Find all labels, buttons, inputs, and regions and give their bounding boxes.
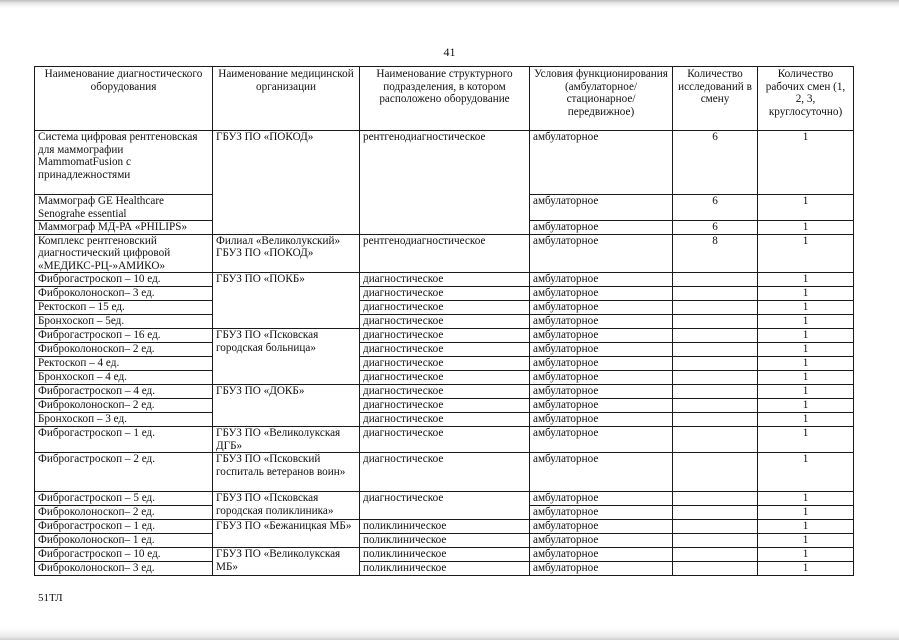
count-cell: [673, 562, 758, 576]
table-row: [35, 534, 854, 548]
shifts-cell: 1: [758, 357, 854, 371]
department-cell: поликлиническое: [360, 534, 530, 548]
department-cell: диагностическое: [360, 385, 530, 399]
conditions-cell: амбулаторное: [530, 343, 673, 357]
organization-cell: ГБУЗ ПО «ПОКБ»: [213, 273, 360, 329]
shifts-cell: 1: [758, 371, 854, 385]
table-row: [35, 234, 854, 273]
equipment-table: [34, 66, 854, 576]
table-row: [35, 492, 854, 506]
organization-cell: ГБУЗ ПО «Псковская городская поликлиника»: [213, 492, 360, 520]
footer-code: 51ТЛ: [38, 592, 63, 604]
equipment-cell: Фиброгастроскоп – 5 ед.: [35, 492, 213, 506]
department-cell: диагностическое: [360, 357, 530, 371]
count-cell: [673, 385, 758, 399]
shifts-cell: 1: [758, 301, 854, 315]
conditions-cell: амбулаторное: [530, 492, 673, 506]
department-cell: диагностическое: [360, 492, 530, 520]
conditions-cell: амбулаторное: [530, 453, 673, 492]
department-cell: диагностическое: [360, 399, 530, 413]
header-organization: Наименование медицинской организации: [213, 67, 360, 131]
equipment-cell: Фиброколоноскоп– 3 ед.: [35, 562, 213, 576]
conditions-cell: амбулаторное: [530, 534, 673, 548]
conditions-cell: амбулаторное: [530, 385, 673, 399]
shifts-cell: 1: [758, 234, 854, 273]
equipment-cell: Комплекс рентгеновский диагностический цифровой «МЕДИКС-РЦ-»АМИКО»: [35, 234, 213, 273]
equipment-cell: Маммограф GE Healthcare Senograhe essential: [35, 195, 213, 221]
shifts-cell: 1: [758, 287, 854, 301]
count-cell: [673, 492, 758, 506]
table-row: [35, 453, 854, 492]
equipment-cell: Фиброгастроскоп – 1 ед.: [35, 520, 213, 534]
organization-cell: ГБУЗ ПО «ДОКБ»: [213, 385, 360, 427]
equipment-cell: Фиброгастроскоп – 4 ед.: [35, 385, 213, 399]
conditions-cell: амбулаторное: [530, 506, 673, 520]
equipment-cell: Бронхоскоп – 5ед.: [35, 315, 213, 329]
department-cell: диагностическое: [360, 413, 530, 427]
equipment-cell: Маммограф МД-РА «PHILIPS»: [35, 221, 213, 235]
equipment-cell: Ректоскоп – 15 ед.: [35, 301, 213, 315]
department-cell: рентгенодиагностическое: [360, 234, 530, 273]
department-cell: диагностическое: [360, 453, 530, 492]
shifts-cell: 1: [758, 195, 854, 221]
conditions-cell: амбулаторное: [530, 131, 673, 195]
organization-cell: ГБУЗ ПО «Великолукская МБ»: [213, 548, 360, 576]
conditions-cell: амбулаторное: [530, 520, 673, 534]
table-row: [35, 301, 854, 315]
count-cell: [673, 453, 758, 492]
table-row: [35, 329, 854, 343]
shifts-cell: 1: [758, 329, 854, 343]
shifts-cell: 1: [758, 273, 854, 287]
count-cell: 6: [673, 221, 758, 235]
equipment-cell: Фиброколоноскоп– 2 ед.: [35, 506, 213, 520]
table-row: [35, 273, 854, 287]
department-cell: диагностическое: [360, 371, 530, 385]
count-cell: [673, 315, 758, 329]
count-cell: 6: [673, 195, 758, 221]
table-row: [35, 371, 854, 385]
equipment-cell: Фиброгастроскоп – 10 ед.: [35, 273, 213, 287]
equipment-cell: Ректоскоп – 4 ед.: [35, 357, 213, 371]
table-row: [35, 562, 854, 576]
organization-cell: ГБУЗ ПО «ПОКОД»: [213, 131, 360, 235]
count-cell: [673, 413, 758, 427]
shifts-cell: 1: [758, 548, 854, 562]
shifts-cell: 1: [758, 427, 854, 453]
count-cell: 6: [673, 131, 758, 195]
conditions-cell: амбулаторное: [530, 273, 673, 287]
table-row: [35, 399, 854, 413]
equipment-cell: Фиброколоноскоп– 1 ед.: [35, 534, 213, 548]
conditions-cell: амбулаторное: [530, 399, 673, 413]
count-cell: [673, 357, 758, 371]
equipment-cell: Бронхоскоп – 4 ед.: [35, 371, 213, 385]
shifts-cell: 1: [758, 562, 854, 576]
header-department: Наименование структурного подразделения, в котором расположено оборудование: [360, 67, 530, 131]
count-cell: [673, 548, 758, 562]
equipment-cell: Фиброгастроскоп – 2 ед.: [35, 453, 213, 492]
conditions-cell: амбулаторное: [530, 287, 673, 301]
table-row: [35, 131, 854, 195]
organization-cell: ГБУЗ ПО «Псковская городская больница»: [213, 329, 360, 385]
table-row: [35, 548, 854, 562]
shifts-cell: 1: [758, 343, 854, 357]
department-cell: диагностическое: [360, 343, 530, 357]
table-row: [35, 287, 854, 301]
table-row: [35, 343, 854, 357]
department-cell: диагностическое: [360, 301, 530, 315]
organization-cell: ГБУЗ ПО «Бежаницкая МБ»: [213, 520, 360, 548]
header-conditions: Условия функционирования (амбулаторное/ стационарное/ передвижное): [530, 67, 673, 131]
conditions-cell: амбулаторное: [530, 315, 673, 329]
conditions-cell: амбулаторное: [530, 427, 673, 453]
organization-cell: ГБУЗ ПО «Псковский госпиталь ветеранов воин»: [213, 453, 360, 492]
count-cell: [673, 534, 758, 548]
table-row: [35, 315, 854, 329]
table-row: [35, 357, 854, 371]
count-cell: [673, 343, 758, 357]
shifts-cell: 1: [758, 534, 854, 548]
count-cell: [673, 506, 758, 520]
scan-edge-bottom: [0, 628, 899, 640]
table-row: [35, 413, 854, 427]
shifts-cell: 1: [758, 385, 854, 399]
shifts-cell: 1: [758, 413, 854, 427]
count-cell: [673, 520, 758, 534]
department-cell: диагностическое: [360, 273, 530, 287]
organization-cell: ГБУЗ ПО «Великолукская ДГБ»: [213, 427, 360, 453]
header-equipment: Наименование диагностического оборудования: [35, 67, 213, 131]
equipment-cell: Фиброгастроскоп – 10 ед.: [35, 548, 213, 562]
header-exams-per-shift: Количество исследований в смену: [673, 67, 758, 131]
equipment-cell: Фиброколоноскоп– 3 ед.: [35, 287, 213, 301]
count-cell: [673, 399, 758, 413]
count-cell: 8: [673, 234, 758, 273]
shifts-cell: 1: [758, 221, 854, 235]
organization-cell: Филиал «Великолукский» ГБУЗ ПО «ПОКОД»: [213, 234, 360, 273]
table-row: [35, 520, 854, 534]
count-cell: [673, 287, 758, 301]
conditions-cell: амбулаторное: [530, 357, 673, 371]
department-cell: рентгенодиагностическое: [360, 131, 530, 235]
count-cell: [673, 427, 758, 453]
conditions-cell: амбулаторное: [530, 413, 673, 427]
equipment-cell: Бронхоскоп – 3 ед.: [35, 413, 213, 427]
header-shifts: Количество рабочих смен (1, 2, 3, круглосуточно): [758, 67, 854, 131]
department-cell: диагностическое: [360, 315, 530, 329]
equipment-cell: Фиброколоноскоп– 2 ед.: [35, 343, 213, 357]
equipment-cell: Фиброколоноскоп– 2 ед.: [35, 399, 213, 413]
count-cell: [673, 371, 758, 385]
count-cell: [673, 301, 758, 315]
conditions-cell: амбулаторное: [530, 329, 673, 343]
conditions-cell: амбулаторное: [530, 195, 673, 221]
conditions-cell: амбулаторное: [530, 301, 673, 315]
table-header-row: [35, 67, 854, 131]
department-cell: диагностическое: [360, 329, 530, 343]
shifts-cell: 1: [758, 492, 854, 506]
department-cell: диагностическое: [360, 287, 530, 301]
scan-edge-top: [0, 0, 899, 8]
page-number: 41: [443, 45, 456, 59]
count-cell: [673, 329, 758, 343]
shifts-cell: 1: [758, 131, 854, 195]
department-cell: поликлиническое: [360, 562, 530, 576]
shifts-cell: 1: [758, 453, 854, 492]
shifts-cell: 1: [758, 506, 854, 520]
conditions-cell: амбулаторное: [530, 371, 673, 385]
department-cell: поликлиническое: [360, 520, 530, 534]
conditions-cell: амбулаторное: [530, 562, 673, 576]
conditions-cell: амбулаторное: [530, 234, 673, 273]
equipment-cell: Фиброгастроскоп – 16 ед.: [35, 329, 213, 343]
shifts-cell: 1: [758, 520, 854, 534]
shifts-cell: 1: [758, 399, 854, 413]
department-cell: диагностическое: [360, 427, 530, 453]
shifts-cell: 1: [758, 315, 854, 329]
conditions-cell: амбулаторное: [530, 221, 673, 235]
table-row: [35, 385, 854, 399]
conditions-cell: амбулаторное: [530, 548, 673, 562]
equipment-cell: Система цифровая рентгеновская для маммографии MammomatFusion с принадлежностями: [35, 131, 213, 195]
department-cell: поликлиническое: [360, 548, 530, 562]
count-cell: [673, 273, 758, 287]
equipment-cell: Фиброгастроскоп – 1 ед.: [35, 427, 213, 453]
table-row: [35, 427, 854, 453]
